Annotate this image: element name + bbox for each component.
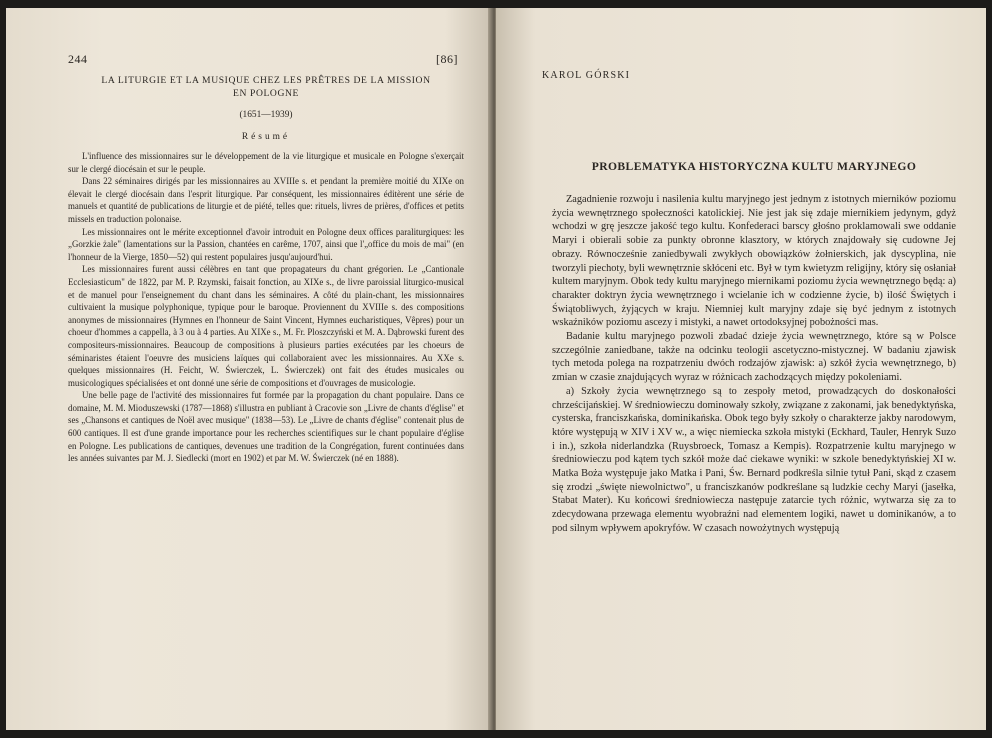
- article-title-line-1: LA LITURGIE ET LA MUSIQUE CHEZ LES PRÊTRES DE LA MISSION: [101, 75, 431, 86]
- article-column: [552, 160, 956, 536]
- resume-paragraph: Les missionnaires ont le mérite exceptionnel d'avoir introduit en Pologne deux offices paraliturgiques: les „Gorzkie żale" (lamentations sur la Passion, chantées en carême, 1707, ainsi que l'„office du mois de mai" (en l'honneur de la Vierge, 1850—52) qui restent populaires jusqu'aujourd'hui.: [68, 226, 464, 262]
- resume-paragraph: Une belle page de l'activité des missionnaires fut formée par la propagation du chant populaire. Dans ce domaine, M. M. Mioduszewski (1787—1868) s'illustra en publiant à Cracovie son „Livre de chants d'église" et ses „Chansons et cantiques de Noël avec musique" (1838—53). Le „Livre de chants d'église" contenait plus de 600 cantiques. Il est d'une grande importance pour les recherches scientifiques sur le chant populaire d'église en Pologne. Les publications de cantiques, devenues une tradition de la Congrégation, furent continuées dans les années suivantes par M. J. Siedlecki (mort en 1902) et par M. W. Świerczek (né en 1888).: [68, 390, 464, 464]
- running-head: KAROL GÓRSKI: [542, 70, 631, 81]
- resume-column: [68, 74, 464, 465]
- resume-heading: Résumé: [241, 132, 291, 142]
- section-title: PROBLEMATYKA HISTORYCZNA KULTU MARYJNEGO: [591, 160, 917, 173]
- article-dates: (1651—1939): [239, 110, 293, 120]
- body-paragraph: Zagadnienie rozwoju i nasilenia kultu maryjnego jest jednym z istotnych mierników poziomu życia wewnętrznego społeczności katolickiej. Nie jest jak się zdaje miernikiem jedynym, gdyż wchodzi w grę jeszcze jakość tego kultu. Konfederaci barscy głośno proklamowali swe oddanie Maryi i obierali sobie za punkty obronne klasztory, w których znajdowały się cudowne Jej obrazy. Równocześnie zaniedbywali zwykłych obowiązków żołnierskich, jak dyscyplina, nie tworzyli piechoty, byli wewnętrznie skłóceni etc. Był w tym kwietyzm religijny, który się osłaniał kultem maryjnym. Obok tedy kultu maryjnego miernikami poziomu życia wewnętrznego będą: a) charakter doktryn życia wewnętrznego i wcielanie ich w codzienne życie, b) ilość Świętych i Świątobliwych, żyjących w kraju. Niemniej kult maryjny zdaje się być jednym z istotnych wskaźników poziomu ascezy i mistyki, a nawet ortodoksyjnej pobożności mas.: [552, 194, 956, 329]
- page-number: 244: [68, 52, 88, 66]
- left-page: [6, 8, 494, 730]
- body-paragraph: Badanie kultu maryjnego pozwoli zbadać dzieje życia wewnętrznego, które są w Polsce szczególnie zaniedbane, także na odcinku teologii ascetyczno-mistycznej. W badaniu zjawisk tych metoda polega na rozpatrzeniu dwóch rodzajów zjawisk: a) szkół życia wewnętrznego, b) zmian w czasie znajdujących wyraz w różnicach zachodzących między pokoleniami.: [552, 331, 956, 384]
- page-reference: [86]: [436, 52, 458, 66]
- resume-paragraph: Dans 22 séminaires dirigés par les missionnaires au XVIIIe s. et pendant la première moitié du XIXe on élevait le clergé diocésain dans l'esprit liturgique. Par conséquent, les missionnaires éditèrent une série de manuels et quantité de publications de liturgie et de piété, telles que: rituels, livres de prières, d'offices et petits missels en traduction polonaise.: [68, 176, 464, 224]
- resume-paragraph: L'influence des missionnaires sur le développement de la vie liturgique et musicale en Pologne s'exerçait sur le clergé diocésain et sur le peuple.: [68, 151, 464, 174]
- article-title: [68, 74, 464, 100]
- body-paragraph: a) Szkoły życia wewnętrznego są to zespoły metod, prowadzących do doskonałości chrześcijańskiej. W średniowieczu dominowały szkoły, związane z zakonami, jak benedyktyńska, cysterska, franciszkańska, dominikańska. Obok tego były szkoły o charakterze jakby narodowym, które występują w XIV i XV w., a więc niemiecka szkoła mistyki (Eckhard, Tauler, Henryk Suzo i in.), szkoła niderlandzka (Ruysbroeck, Tomasz a Kempis). Rozpatrzenie kultu maryjnego w średniowieczu pod kątem tych szkół może dać ciekawe wyniki: w szkole benedyktyńskiej XI w. Matka Boża występuje jako Matka i Pani, Św. Bernard podkreśla silnie tytuł Pani, skąd z czasem się zrodzi „święte niewolnictwo", u franciszkanów podkreślane są ludzkie cechy Maryi (jasełka, Stabat Mater). Ku końcowi średniowiecza następuje zatarcie tych różnic, wytwarza się za to zdecydowana przewaga elementu wyobraźni nad elementem logiki, nawet u dominikanów, a to pod silnym wpływem apokryfów. W czasach nowożytnych występują: [552, 385, 956, 534]
- right-page: [496, 8, 986, 730]
- resume-paragraph: Les missionnaires furent aussi célèbres en tant que propagateurs du chant grégorien. Le „Cantionale Ecclesiasticum" de 1822, par M. P. Rzymski, faisait fonction, au XIXe s., de livre paroissial liturgico-musical et de manuel pour l'enseignement du chant dans les séminaires. A côté du plain-chant, les missionnaires cultivaient la musique polyphonique, typique pour le baroque. Proviennent du XVIIIe s. des compositions anonymes de missionnaires (Hymnes en l'honneur de Saint Vincent, Hymnes eucharistiques, Vêpres) pour un choeur d'hommes a cappella, à 3 ou à 4 parties. Au XIXe s., M. Fr. Ploszczyński et M. A. Dąbrowski furent des compositeurs-missionnaires. Beaucoup de compositions à plusieurs parties exécutées par les choeurs de séminaristes étaient l'oeuvre des musiciens laïques qui collaboraient avec les missionnaires. Au XXe s. quelques missionnaires (H. Feicht, W. Świerczek, L. Świerczek) ont fait des études musicales ou musicologiques spécialisées et ont donné une série de compositions et d'ouvrages de musicologie.: [68, 264, 464, 388]
- article-title-line-2: EN POLOGNE: [233, 88, 299, 99]
